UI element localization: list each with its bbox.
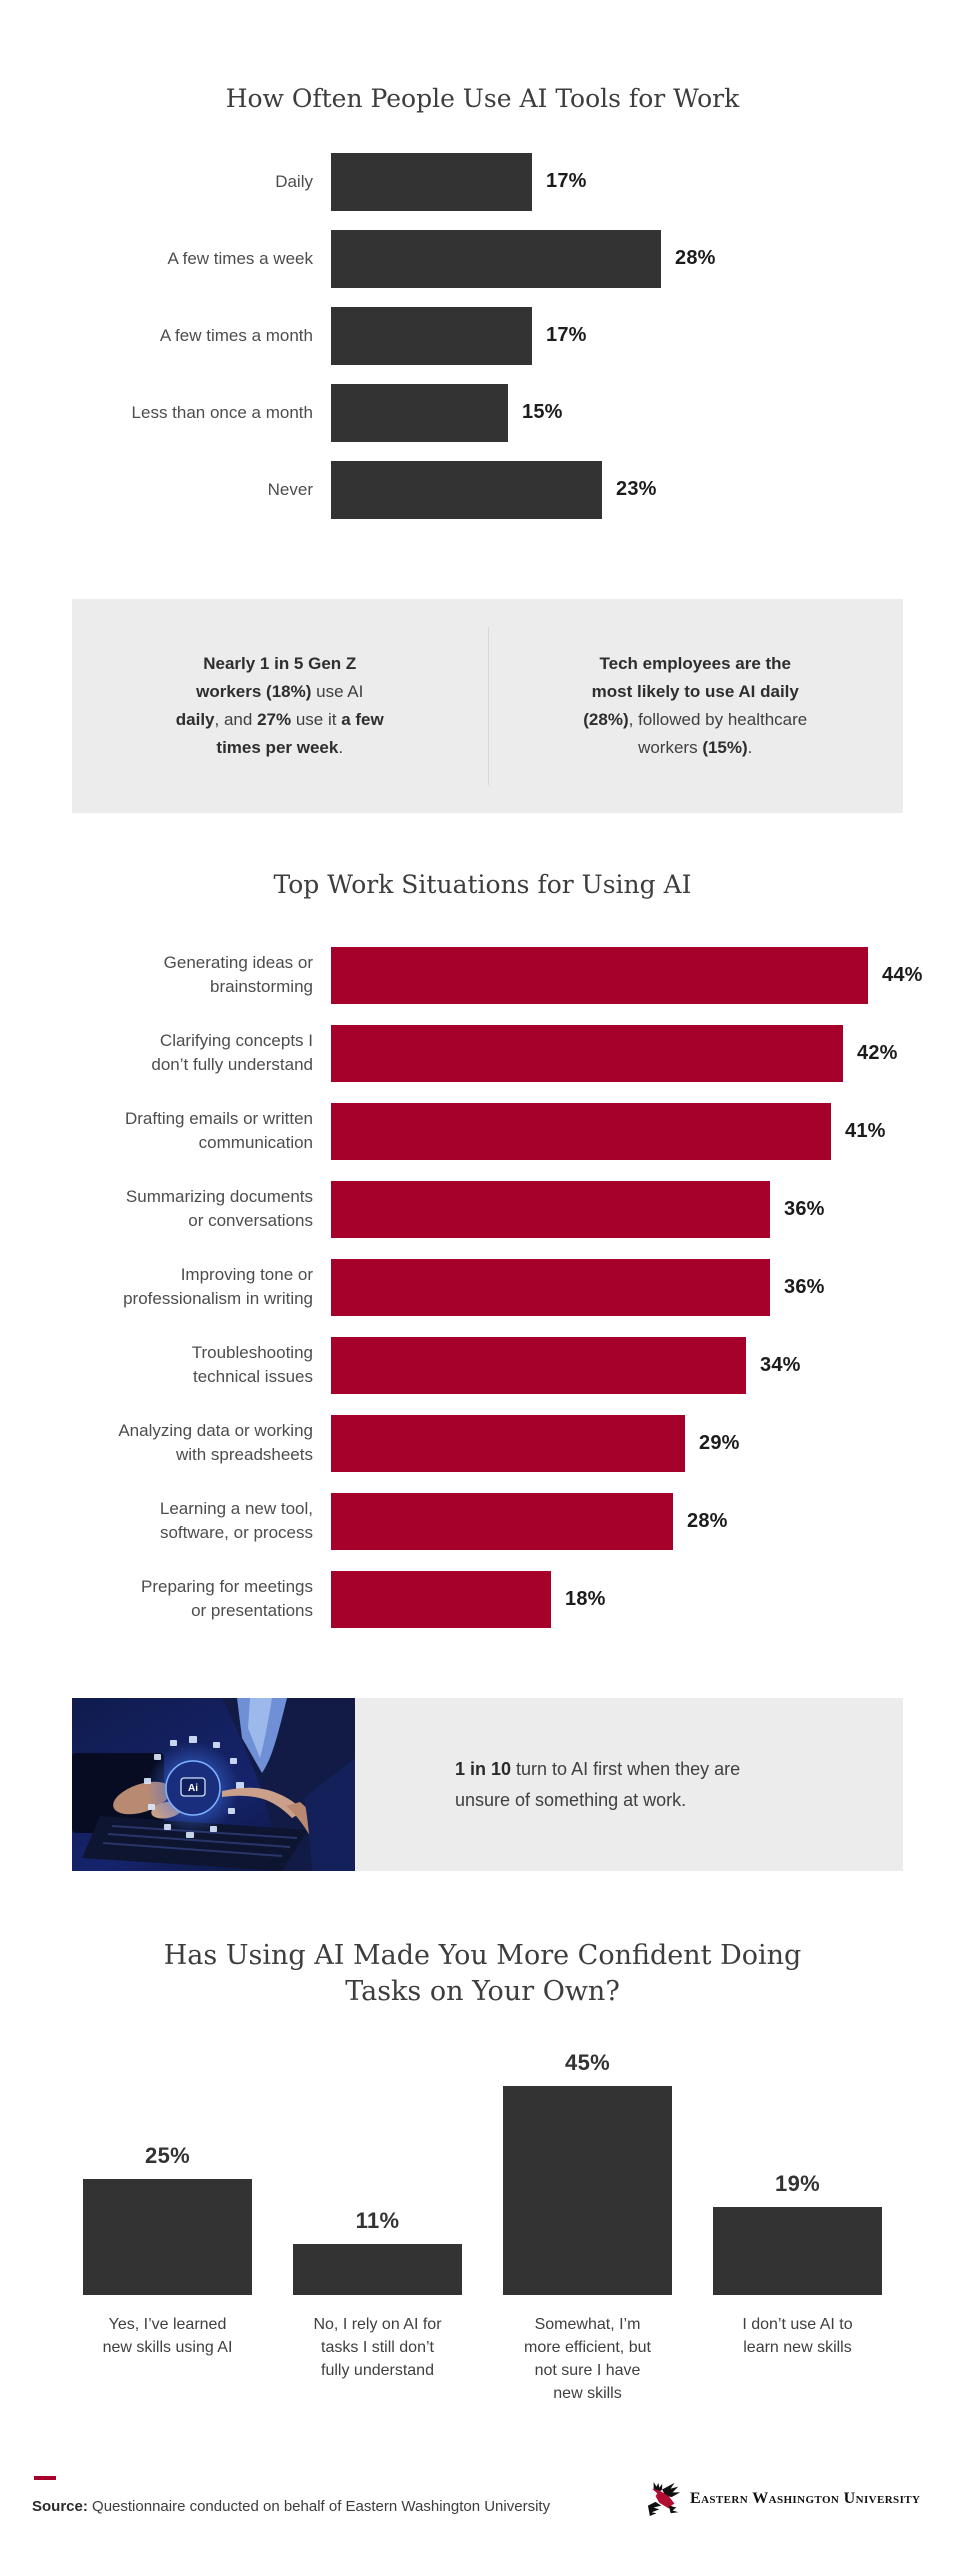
bar	[331, 1103, 831, 1160]
category-label: A few times a week	[167, 248, 313, 268]
ai-chip-label: Ai	[188, 1783, 198, 1794]
value-label: 29%	[699, 1431, 740, 1454]
category-label: Generating ideas or brainstorming	[163, 953, 313, 996]
callout-left-half	[72, 650, 488, 762]
chart3-title: Has Using AI Made You More Confident Doing Tasks on Your Own?	[163, 1940, 802, 2007]
value-label: 44%	[882, 963, 923, 986]
bar-row	[40, 1404, 965, 1482]
callout-text-tech: Tech employees are the most likely to use AI daily (28%), followed by healthcare workers (15%).	[583, 654, 808, 757]
bar	[331, 1571, 551, 1628]
value-label: 36%	[784, 1275, 825, 1298]
bar-row	[40, 220, 965, 297]
value-label: 25%	[145, 2143, 190, 2168]
category-label: Less than once a month	[131, 402, 313, 422]
value-label: 19%	[775, 2171, 820, 2196]
chart1-frequency-bar-chart	[0, 143, 965, 528]
value-label: 17%	[546, 170, 587, 192]
footer-red-dash	[34, 2476, 56, 2480]
bar	[331, 1025, 843, 1082]
chart2-situations-bar-chart	[0, 936, 965, 1638]
bar-row	[40, 1248, 965, 1326]
value-label: 15%	[522, 401, 563, 423]
value-label: 41%	[845, 1119, 886, 1142]
bar-row	[40, 1326, 965, 1404]
bar-row	[40, 297, 965, 374]
value-label: 11%	[355, 2208, 400, 2233]
category-label: Clarifying concepts I don’t fully understand	[151, 1031, 313, 1074]
category-label: Summarizing documents or conversations	[125, 1187, 313, 1230]
bar	[331, 384, 508, 442]
column-group	[293, 2208, 462, 2295]
bar-row	[40, 1482, 965, 1560]
bar	[331, 230, 661, 288]
bar	[331, 461, 602, 519]
stat-callout-box	[72, 599, 903, 813]
category-label: Never	[267, 479, 313, 499]
value-label: 45%	[565, 2050, 610, 2075]
chart3-category-labels	[0, 2313, 965, 2405]
chart2-title: Top Work Situations for Using AI	[273, 870, 692, 899]
ewu-logo-text: Eastern Washington University	[690, 2490, 921, 2507]
category-label: Yes, I’ve learned new skills using AI	[102, 2316, 233, 2356]
category-label: No, I rely on AI for tasks I still don’t fully understand	[313, 2316, 442, 2379]
bar-row	[40, 1014, 965, 1092]
callout-text-1in10: 1 in 10 turn to AI first when they are unsure of something at work.	[455, 1758, 741, 1810]
bar-row	[40, 1560, 965, 1638]
bar	[331, 1259, 770, 1316]
chart3-confidence-column-chart	[0, 2050, 965, 2295]
bar	[331, 1415, 685, 1472]
bar	[83, 2179, 252, 2295]
callout-text-genz: Nearly 1 in 5 Gen Z workers (18%) use AI daily, and 27% use it a few times per week.	[175, 654, 384, 757]
category-label: Analyzing data or working with spreadsheets	[118, 1421, 313, 1464]
bar	[503, 2086, 672, 2295]
bar	[331, 1181, 770, 1238]
category-label: Somewhat, I’m more efficient, but not sure I have new skills	[524, 2316, 651, 2402]
ai-hologram-laptop-photo	[72, 1698, 355, 1871]
callout-divider	[488, 627, 489, 785]
bar	[331, 1337, 746, 1394]
source-line: Source: Questionnaire conducted on behalf of Eastern Washington University	[32, 2498, 551, 2515]
photo-callout-box	[72, 1698, 903, 1871]
category-label: Learning a new tool, software, or process	[159, 1499, 313, 1542]
bar	[713, 2207, 882, 2295]
value-label: 23%	[616, 478, 657, 500]
value-label: 34%	[760, 1353, 801, 1376]
category-label: Daily	[275, 171, 313, 191]
category-label: Preparing for meetings or presentations	[141, 1577, 313, 1620]
bar	[331, 307, 532, 365]
bar-row	[40, 374, 965, 451]
value-label: 36%	[784, 1197, 825, 1220]
category-label: Drafting emails or written communication	[124, 1109, 313, 1152]
bar	[331, 153, 532, 211]
bar-row	[40, 451, 965, 528]
bar-row	[40, 1170, 965, 1248]
bar-row	[40, 1092, 965, 1170]
value-label: 28%	[687, 1509, 728, 1532]
category-label: Improving tone or professionalism in writing	[123, 1265, 313, 1308]
callout-right-half	[488, 650, 904, 762]
column-group	[713, 2171, 882, 2295]
category-label: Troubleshooting technical issues	[191, 1343, 313, 1386]
category-label: A few times a month	[159, 325, 313, 345]
column-group	[83, 2143, 252, 2295]
value-label: 18%	[565, 1587, 606, 1610]
value-label: 17%	[546, 324, 587, 346]
bar	[331, 1493, 673, 1550]
column-group	[503, 2050, 672, 2295]
chart1-title: How Often People Use AI Tools for Work	[225, 84, 740, 113]
value-label: 42%	[857, 1041, 898, 1064]
bar-row	[40, 936, 965, 1014]
bar	[331, 947, 868, 1004]
ewu-logo	[646, 2481, 920, 2517]
value-label: 28%	[675, 247, 716, 269]
ewu-eagle-logo-icon	[646, 2481, 684, 2517]
bar-row	[40, 143, 965, 220]
category-label: I don’t use AI to learn new skills	[742, 2316, 853, 2356]
bar	[293, 2244, 462, 2295]
